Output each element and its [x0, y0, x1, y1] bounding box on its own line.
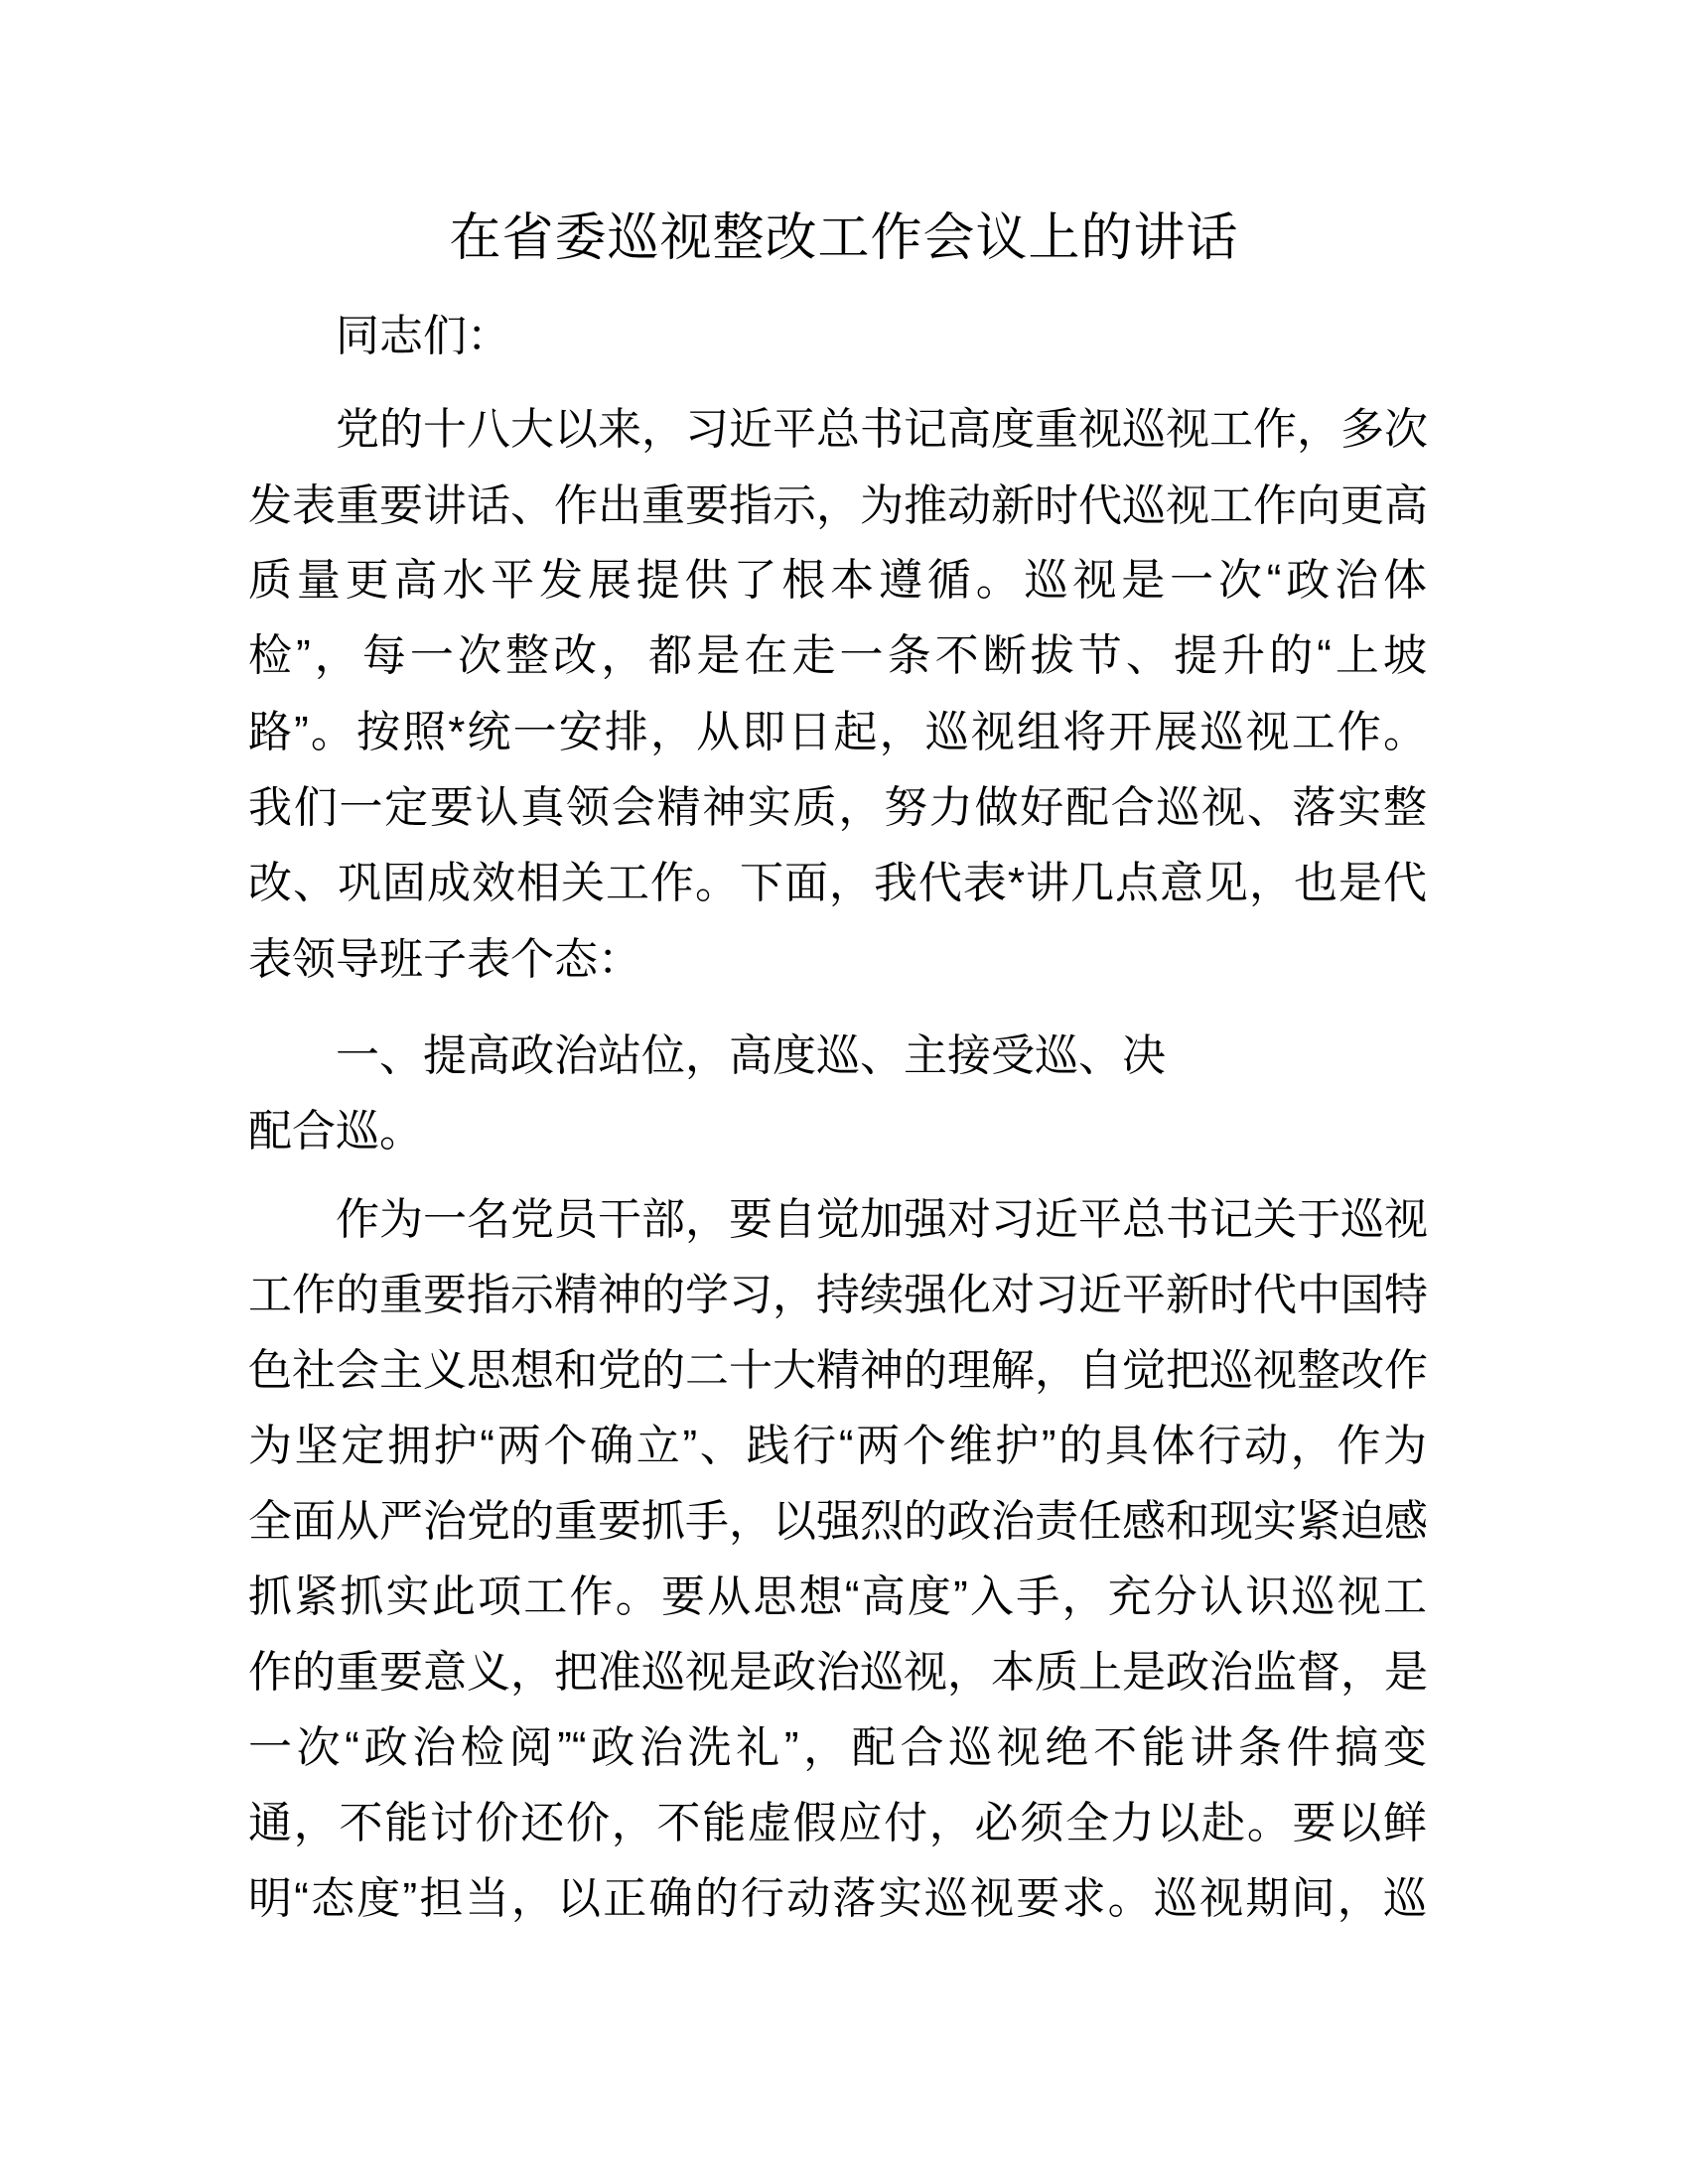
document-title: 在省委巡视整改工作会议上的讲话: [449, 209, 1239, 267]
text-line: 质量更高水平发展提供了根本遵循。巡视是一次“政治体: [248, 556, 1427, 605]
text-line: 发表重要讲话、作出重要指示，为推动新时代巡视工作向更高: [248, 481, 1428, 530]
text-line: 路”。按照*统一安排，从即日起，巡视组将开展巡视工作。: [248, 708, 1427, 756]
text-line: 作为一名党员干部，要自觉加强对习近平总书记关于巡视: [336, 1195, 1428, 1244]
text-line: 党的十八大以来，习近平总书记高度重视巡视工作，多次: [336, 405, 1428, 454]
text-line: 为坚定拥护“两个确立”、践行“两个维护”的具体行动，作为: [248, 1422, 1427, 1470]
text-line: 一次“政治检阅”“政治洗礼”，配合巡视绝不能讲条件搞变: [248, 1723, 1427, 1772]
text-line: 作的重要意义，把准巡视是政治巡视，本质上是政治监督，是: [248, 1648, 1428, 1697]
text-line: 抓紧抓实此项工作。要从思想“高度”入手，充分认识巡视工: [248, 1572, 1427, 1621]
text-line: 改、巩固成效相关工作。下面，我代表*讲几点意见，也是代: [248, 859, 1427, 907]
text-line: 检”，每一次整改，都是在走一条不断拔节、提升的“上坡: [248, 631, 1427, 680]
text-line: 工作的重要指示精神的学习，持续强化对习近平新时代中国特: [248, 1271, 1428, 1319]
text-line: 表领导班子表个态：: [248, 935, 641, 984]
text-line: 全面从严治党的重要抓手，以强烈的政治责任感和现实紧迫感: [248, 1497, 1428, 1546]
heading-line: 配合巡。: [248, 1107, 423, 1156]
text-line: 色社会主义思想和党的二十大精神的理解，自觉把巡视整改作: [248, 1346, 1428, 1395]
text-line: 明“态度”担当，以正确的行动落实巡视要求。巡视期间，巡: [248, 1874, 1427, 1923]
heading-line: 一、提高政治站位，高度巡、主接受巡、决: [336, 1031, 1166, 1080]
salutation: 同志们：: [336, 312, 510, 360]
text-line: 通，不能讨价还价，不能虚假应付，必须全力以赴。要以鲜: [248, 1799, 1427, 1847]
text-line: 我们一定要认真领会精神实质，努力做好配合巡视、落实整: [248, 783, 1427, 832]
